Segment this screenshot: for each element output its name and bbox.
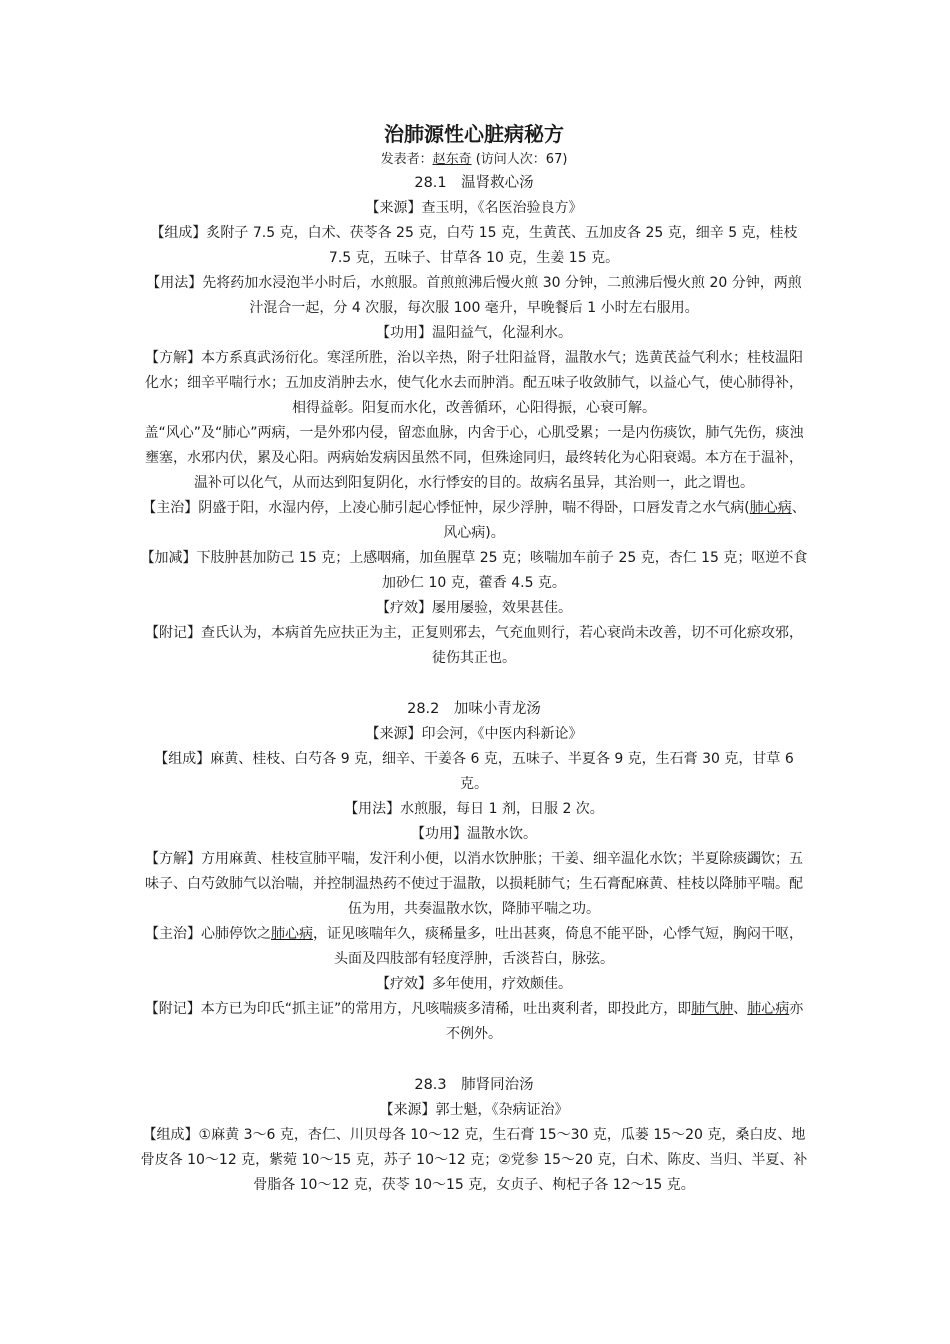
s2-usage: 【用法】水煎服，每日 1 剂，日服 2 次。 <box>344 801 604 817</box>
s1-source: 【来源】查玉明，《名医治验良方》 <box>365 200 583 216</box>
s1-indication-text-b: 、风心病)。 <box>443 500 806 541</box>
s2-source: 【来源】印会河，《中医内科新论》 <box>365 726 583 742</box>
section-heading-28-1: 28.1 温肾救心汤 <box>414 175 534 191</box>
page-title: 治肺源性心脏病秘方 <box>384 122 564 146</box>
s3-source: 【来源】郭士魁，《杂病证治》 <box>379 1102 569 1118</box>
s1-note: 【附记】查氏认为，本病首先应扶正为主，正复则邪去，气充血则行，若心衰尚未改善，切不可化瘀攻邪，徒伤其正也。 <box>145 625 803 666</box>
post-meta <box>140 150 808 170</box>
meta-prefix: 发表者： <box>380 152 433 167</box>
spacer <box>140 1047 808 1072</box>
document-page <box>140 118 808 1198</box>
author-link[interactable]: 赵东奇 <box>432 152 472 167</box>
s2-indication-text-b: ，证见咳喘年久，痰稀量多，吐出甚爽，倚息不能平卧，心悸气短，胸闷干呕，头面及四肢部有轻度浮肿，舌淡苔白，脉弦。 <box>313 926 803 967</box>
link-pulmonary-heart-disease[interactable]: 肺心病 <box>749 500 792 516</box>
visit-count: (访问人次：67) <box>471 152 568 167</box>
link-emphysema[interactable]: 肺气肿 <box>691 1001 734 1017</box>
s1-usage: 【用法】先将药加水浸泡半小时后，水煎服。首煎煎沸后慢火煎 30 分钟，二煎沸后慢火煎 20 分钟，两煎汁混合一起，分 4 次服，每次服 100 毫升，早晚餐后 1 小时左右服用。 <box>146 275 802 316</box>
s2-note-separator: 、 <box>733 1001 748 1017</box>
s2-note-text-b: 亦不例外。 <box>446 1001 804 1042</box>
section-heading-28-2: 28.2 加味小青龙汤 <box>407 701 541 717</box>
s2-explanation: 【方解】方用麻黄、桂枝宣肺平喘，发汗利小便，以消水饮肿胀；干姜、细辛温化水饮；半夏除痰蠲饮；五味子、白芍敛肺气以治喘，并控制温热药不使过于温散，以损耗肺气；生石膏配麻黄、桂枝以降肺平喘。配伍为用，共奏温散水饮，降肺平喘之功。 <box>145 851 803 917</box>
link-pulmonary-heart-disease[interactable]: 肺心病 <box>271 926 313 942</box>
s1-indication <box>140 496 808 546</box>
s2-note-text-a: 【附记】本方已为印氏“抓主证”的常用方，凡咳喘痰多清稀，吐出爽利者，即投此方，即 <box>144 1001 692 1017</box>
s3-composition: 【组成】①麻黄 3～6 克，杏仁、川贝母各 10～12 克，生石膏 15～30 克，瓜蒌 15～20 克，桑白皮、地骨皮各 10～12 克，紫菀 10～15 克，苏子 10～12 克；②党参 15～20 克，白术、陈皮、当归、半夏、补骨脂各 10～12 克，茯苓 10～15 克，女贞子、枸杞子各 12～15 克。 <box>140 1127 808 1193</box>
s2-composition: 【组成】麻黄、桂枝、白芍各 9 克，细辛、干姜各 6 克，五味子、半夏各 9 克，生石膏 30 克，甘草 6 克。 <box>154 751 794 792</box>
s2-efficacy: 【疗效】多年使用，疗效颇佳。 <box>376 976 572 992</box>
section-heading-28-3: 28.3 肺肾同治汤 <box>414 1077 534 1093</box>
s1-efficacy: 【疗效】屡用屡验，效果甚佳。 <box>376 600 572 616</box>
s2-note <box>140 997 808 1047</box>
spacer <box>140 671 808 696</box>
s1-explanation: 【方解】本方系真武汤衍化。寒淫所胜，治以辛热，附子壮阳益肾，温散水气；选黄芪益气利水；桂枝温阳化水；细辛平喘行水；五加皮消肿去水，使气化水去而肿消。配五味子收敛肺气，以益心气，使心肺得补，相得益彰。阳复而水化，改善循环，心阳得振，心衰可解。 <box>145 350 803 416</box>
link-pulmonary-heart-disease[interactable]: 肺心病 <box>747 1001 790 1017</box>
s1-modification: 【加减】下肢肿甚加防己 15 克；上感咽痛，加鱼腥草 25 克；咳喘加车前子 25 克，杏仁 15 克；呕逆不食加砂仁 10 克，藿香 4.5 克。 <box>140 550 808 591</box>
s2-indication <box>140 922 808 972</box>
s1-indication-text-a: 【主治】阴盛于阳，水湿内停，上凌心肺引起心悸怔忡，尿少浮肿，喘不得卧，口唇发青之水气病( <box>142 500 750 516</box>
s2-indication-text-a: 【主治】心肺停饮之 <box>145 926 271 942</box>
s1-composition: 【组成】炙附子 7.5 克，白术、茯苓各 25 克，白芍 15 克，生黄芪、五加皮各 25 克，细辛 5 克，桂枝 7.5 克，五味子、甘草各 10 克，生姜 15 克。 <box>150 225 798 266</box>
s1-effect: 【功用】温阳益气，化湿利水。 <box>376 325 572 341</box>
s1-discussion: 盖“风心”及“肺心”两病，一是外邪内侵，留恋血脉，内舍于心，心肌受累；一是内伤痰饮，肺气先伤，痰浊壅塞，水邪内伏，累及心阳。两病始发病因虽然不同，但殊途同归，最终转化为心阳衰竭。本方在于温补，温补可以化气，从而达到阳复阴化，水行悸安的目的。故病名虽异，其治则一，此之谓也。 <box>144 425 804 491</box>
s2-effect: 【功用】温散水饮。 <box>411 826 537 842</box>
